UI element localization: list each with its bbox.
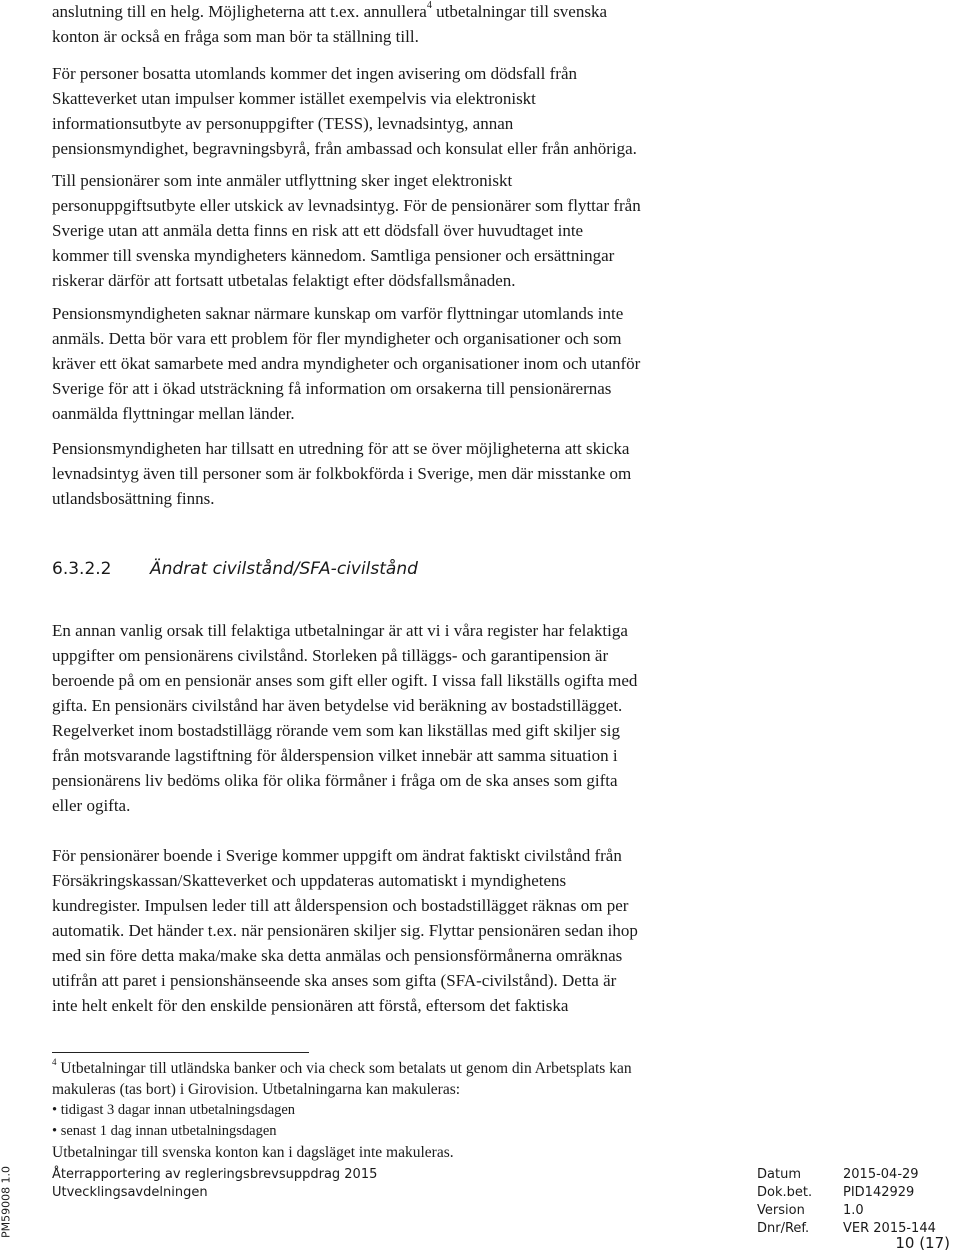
paragraph-4: Pensionsmyndigheten saknar närmare kunskap om varför flyttningar utomlands inte anmäls. Detta bör vara ett problem för fler myndigheter och organisationer och som kräver ett ökat samarbete med andra myndigheter och organisationer inom och utanför Sverige för att i ökad utsträckning få information om orsakerna till pensionärernas oanmälda flyttningar mellan länder. — [52, 304, 641, 423]
paragraph-1: anslutning till en helg. Möjligheterna att t.ex. annullera$^4$ utbetalningar till svenska konton är också en fråga som man bör ta ställning till. — [52, 0, 608, 46]
section-title: Ändrat civilstånd/SFA-civilstånd — [150, 559, 418, 579]
footer-values: 2015-04-29 PID142929 1.0 VER 2015-144 — [843, 1167, 936, 1236]
paragraph-3: Till pensionärer som inte anmäler utflyttning sker inget elektroniskt personuppgiftsutbyte eller utskick av levnadsintyg. För de pensionärer som flyttar från Sverige utan att anmäla detta finns en risk att ett dödsfall över huvudtaget inte kommer till svenska myndigheters kännedom. Samtliga pensioner och ersättningar riskerar därför att fortsatt utbetalas felaktigt efter dödsfallsmånaden. — [52, 171, 641, 290]
footnote: $^4$ Utbetalningar till utländska banker och via check som betalats ut genom din Arbetsplats kan makuleras (tas bort) i Girovision. Utbetalningarna kan makuleras: • tidigast 3 dagar innan utbetalningsdagen • senast 1 dag innan utbetalningsdagen Utbetalningar till svenska konton kan i dagsläget inte makuleras. — [52, 1056, 632, 1161]
page-number: 10 (17) — [895, 1234, 950, 1252]
paragraph-6: En annan vanlig orsak till felaktiga utbetalningar är att vi i våra register har felaktiga uppgifter om pensionärens civilstånd. Storleken på tilläggs- och garantipension är beroende på om en pensionär anses som gift eller ogift. I vissa fall likställs ogifta med gifta. En pensionärs civilstånd har även betydelse vid beräkning av bostadstillägget. Regelverket inom bostadstillägg rörande vem som kan likställas med gift skiljer sig från motsvarande lagstiftning för ålderspension vilket innebär att samma situation i pensionärens liv bedöms olika för olika förmåner i fråga om de ska anses som gifta eller ogifta. — [52, 621, 638, 815]
paragraph-7: För pensionärer boende i Sverige kommer uppgift om ändrat faktiskt civilstånd från Försäkringskassan/Skatteverket och uppdateras automatiskt i myndighetens kundregister. Impulsen leder till att ålderspension och bostadstillägget räknas om per automatik. Det händer t.ex. när pensionären skiljer sig. Flyttar pensionären sedan ihop med sin före detta maka/make ska detta anmälas och pensionsförmånerna omräknas utifrån att paret i pensionshänseende ska anses som gifta (SFA-civilstånd). Detta är inte helt enkelt för den enskilde pensionären att förstå, eftersom det faktiska — [52, 846, 638, 1015]
footnote-divider — [52, 1052, 309, 1053]
footer-labels: Datum Dok.bet. Version Dnr/Ref. — [757, 1167, 813, 1236]
document-code: PM59008 1.0 — [0, 1165, 13, 1239]
footnote-bullet: • tidigast 3 dagar innan utbetalningsdagen — [52, 1102, 296, 1118]
section-number: 6.3.2.2 — [52, 559, 112, 579]
footnote-bullet: • senast 1 dag innan utbetalningsdagen — [52, 1123, 277, 1139]
paragraph-2: För personer bosatta utomlands kommer det ingen avisering om dödsfall från Skatteverket utan impulser kommer istället exempelvis via elektroniskt informationsutbyte av personuppgifter (TESS), levnadsintyg, annan pensionsmyndighet, begravningsbyrå, från ambassad och konsulat eller från anhöriga. — [52, 64, 637, 158]
paragraph-5: Pensionsmyndigheten har tillsatt en utredning för att se över möjligheterna att skicka levnadsintyg även till personer som är folkbokförda i Sverige, men där misstanke om utlandsbosättning finns. — [52, 439, 632, 508]
footnote-marker: 4 — [52, 1056, 57, 1067]
section-heading — [52, 557, 418, 581]
footer-title: Återrapportering av regleringsbrevsuppdrag 2015 Utvecklingsavdelningen — [52, 1167, 378, 1200]
footnote-ref[interactable]: 4 — [426, 0, 432, 12]
